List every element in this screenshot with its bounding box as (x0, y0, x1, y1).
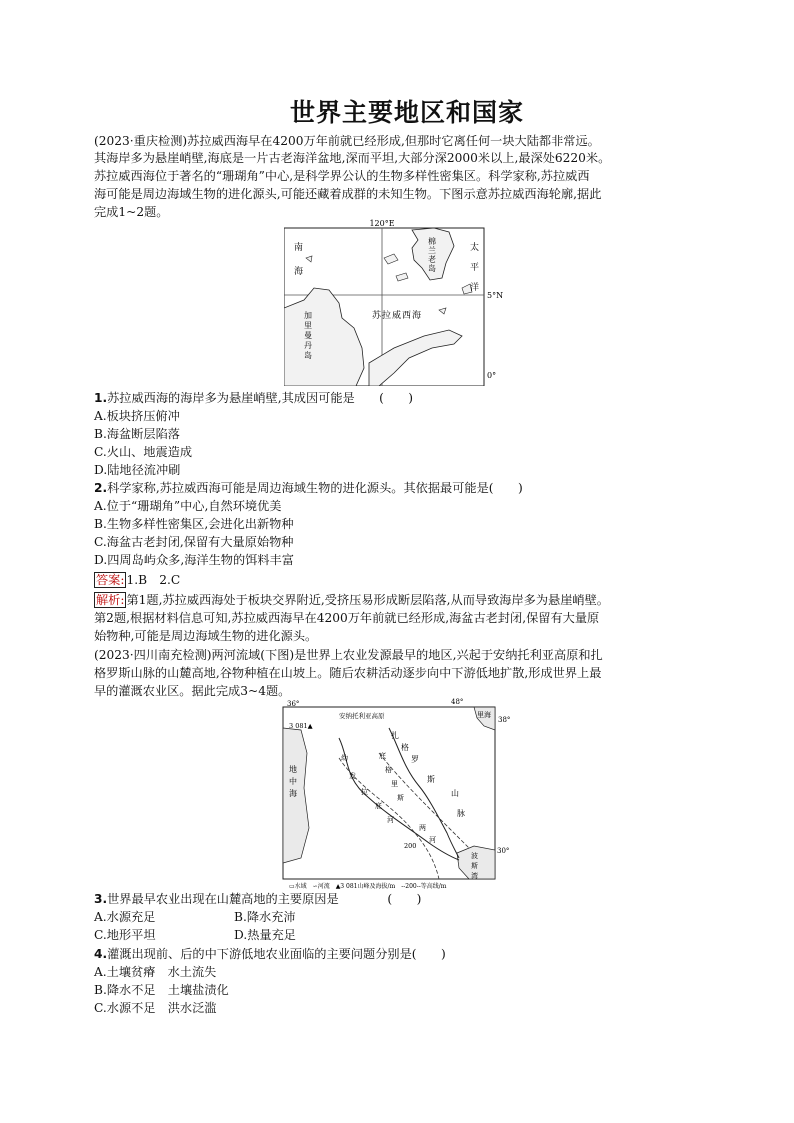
euphrates-label: 底 (375, 802, 382, 810)
sulawesi-sea-label: 苏拉威西海 (372, 311, 423, 321)
q4-option-b: B.降水不足 土壤盐渍化 (94, 983, 229, 997)
q1-option-b: B.海盆断层陷落 (94, 427, 180, 441)
mindanao-label: 棉 (428, 237, 436, 246)
intro1-line: (2023·重庆检测)苏拉威西海早在4200万年前就已经形成,但那时它离任何一块大陆都非常远。 (94, 134, 600, 148)
zagros-label: 斯 (427, 775, 435, 784)
q4-stem: 4.灌溉出现前、后的中下游低地农业面临的主要问题分别是( ) (94, 947, 446, 961)
caspian-label: 里海 (477, 711, 491, 719)
q3-option-d: D.热量充足 (234, 928, 296, 942)
mindanao-label: 岛 (428, 264, 436, 273)
kalimantan-label: 丹 (304, 341, 312, 350)
euphrates-label: 发 (349, 772, 356, 780)
kalimantan-label: 岛 (304, 351, 312, 360)
intro2-line: (2023·四川南充检测)两河流域(下图)是世界上农业发源最早的地区,兴起于安纳托利亚高原和扎 (94, 648, 603, 662)
analysis-tag: 解析: (96, 593, 125, 607)
lon-48-label: 48° (451, 698, 464, 706)
q3-stem: 3.世界最早农业出现在山麓高地的主要原因是 ( ) (94, 892, 422, 906)
zagros-label: 脉 (457, 809, 465, 818)
lon-36-label: 36° (287, 700, 300, 708)
q2-stem: 2.科学家称,苏拉威西海可能是周边海域生物的进化源头。其依据最可能是( ) (94, 481, 523, 495)
q2-option-c: C.海盆古老封闭,保留有大量原始物种 (94, 535, 294, 549)
q2-option-a: A.位于“珊瑚角”中心,自然环境优美 (94, 499, 282, 513)
gulf-label: 波 (471, 852, 478, 860)
gulf-label: 斯 (471, 862, 478, 870)
pacific-label: 洋 (470, 283, 480, 293)
anatolia-label: 安纳托利亚高原 (339, 712, 385, 720)
zagros-label: 罗 (411, 755, 419, 764)
kalimantan-label: 曼 (304, 331, 312, 340)
mediterranean-label: 地 (289, 765, 297, 774)
mindanao-label: 兰 (428, 246, 436, 255)
tigris-label: 底 (379, 752, 386, 760)
lat-5n-label: 5°N (487, 291, 504, 300)
sulawesi-sea-map (284, 218, 514, 386)
zagros-label: 格 (401, 743, 409, 752)
mediterranean-label: 中 (289, 777, 297, 786)
analysis-line: 始物种,可能是周边海域生物的进化源头。 (94, 629, 318, 643)
south-sea-label: 海 (294, 267, 304, 277)
answer-tag: 答案: (96, 573, 125, 587)
kalimantan-label: 加 (304, 311, 312, 320)
q4-option-a: A.土壤贫瘠 水土流失 (94, 965, 217, 979)
euphrates-label: 拉 (361, 788, 368, 796)
lat-0-label: 0° (487, 371, 497, 380)
intro1-line: 完成1~2题。 (94, 205, 169, 219)
q4-option-c: C.水源不足 洪水泛滥 (94, 1001, 217, 1015)
intro1-line: 其海岸多为悬崖峭壁,海底是一片古老海洋盆地,深而平坦,大部分深2000米以上,最深处6220米。 (94, 151, 611, 165)
zagros-label: 扎 (391, 731, 399, 740)
q1-option-c: C.火山、地震造成 (94, 445, 193, 459)
intro1-line: 海可能是周边海域生物的进化源头,可能还藏着成群的未知生物。下图示意苏拉威西海轮廓,据此 (94, 187, 602, 201)
q3-option-b: B.降水充沛 (234, 910, 296, 924)
kalimantan-label: 里 (304, 321, 312, 330)
analysis-line: 解析: 第1题,苏拉威西海处于板块交界附近,受挤压易形成断层陷落,从而导致海岸多为悬崖峭壁。 (96, 593, 609, 607)
south-sea-label: 南 (294, 243, 304, 253)
mindanao-label: 老 (428, 255, 436, 264)
tigris-label: 斯 (397, 794, 404, 802)
tigris-label: 格 (385, 766, 392, 774)
q1-option-d: D.陆地径流冲刷 (94, 463, 181, 477)
analysis-line: 第2题,根据材料信息可知,苏拉威西海早在4200万年前就已经形成,海盆古老封闭,保留有大量原 (94, 611, 600, 625)
zagros-label: 山 (451, 789, 459, 798)
page-title: 世界主要地区和国家 (290, 98, 525, 127)
lat-38-label: 38° (498, 716, 511, 724)
peak-label: 3 081▲ (289, 722, 313, 730)
q3-option-c: C.地形平坦 (94, 928, 156, 942)
euphrates-label: 幼 (341, 754, 348, 762)
intro2-line: 格罗斯山脉的山麓高地,谷物种植在山坡上。随后农耕活动逐步向中下游低地扩散,形成世界上最 (94, 666, 602, 680)
answer: 答案: 1.B 2.C (96, 573, 181, 587)
gulf-label: 湾 (471, 872, 478, 880)
q1-stem: 1.苏拉威西海的海岸多为悬崖峭壁,其成因可能是 ( ) (94, 391, 414, 405)
q3-option-a: A.水源充足 (94, 910, 156, 924)
tigris-label: 里 (391, 780, 398, 788)
contour-label: 200 (404, 842, 417, 850)
lon-label: 120°E (369, 219, 395, 228)
intro2-line: 早的灌溉农业区。据此完成3~4题。 (94, 684, 291, 698)
two-rivers-map (279, 698, 519, 890)
pacific-label: 平 (470, 263, 480, 273)
intro1-line: 苏拉威西海位于著名的“珊瑚角”中心,是科学界公认的生物多样性密集区。科学家称,苏拉威西 (94, 169, 590, 183)
lat-30-label: 30° (497, 847, 510, 855)
pacific-label: 太 (470, 243, 480, 253)
q2-option-b: B.生物多样性密集区,会进化出新物种 (94, 517, 294, 531)
mediterranean-label: 海 (289, 789, 297, 798)
river-label: 两 (419, 824, 426, 832)
map-legend: ▭水域 ∽河流 ▲3 081山峰及海拔/m --200--等高线/m (289, 883, 447, 890)
river-label: 河 (429, 836, 436, 844)
q1-option-a: A.板块挤压俯冲 (94, 409, 180, 423)
q2-option-d: D.四周岛屿众多,海洋生物的饵料丰富 (94, 553, 294, 567)
euphrates-label: 河 (387, 816, 394, 824)
